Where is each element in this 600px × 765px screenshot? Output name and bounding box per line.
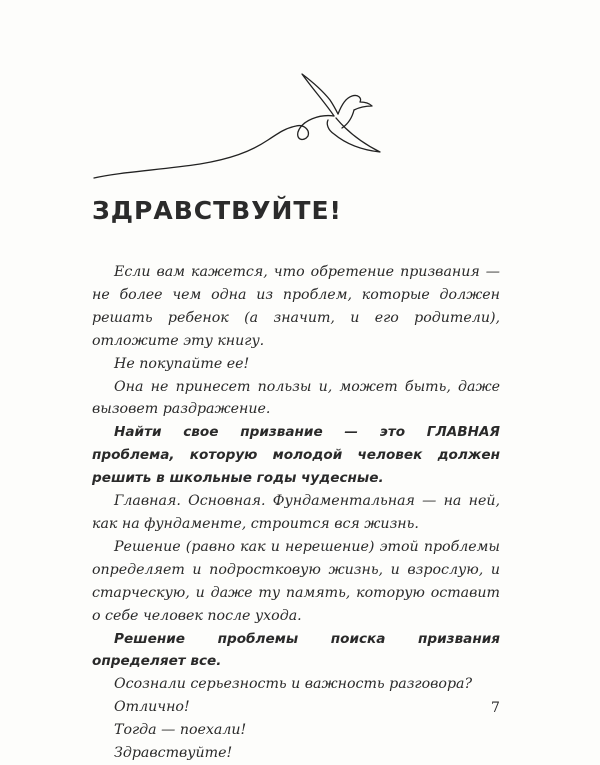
paragraph-emphasis: Найти свое призвание — это ГЛАВНАЯ проблема, которую молодой человек должен решить в школьные годы чудесные. [92, 424, 500, 487]
paragraph-emphasis: Решение проблемы поиска призвания определяет все. [92, 630, 500, 670]
dove-line-illustration [90, 60, 400, 190]
paragraph: Не покупайте ее! [114, 355, 250, 372]
paragraph: Здравствуйте! [114, 745, 233, 762]
paragraph: Если вам кажется, что обретение призвания — не более чем одна из проблем, которые должен решать ребенок (а значит, и его родители), отложите эту книгу. [92, 264, 500, 349]
paragraph: Тогда — поехали! [114, 722, 247, 739]
paragraph: Главная. Основная. Фундаментальная — на ней, как на фундаменте, строится вся жизнь. [92, 493, 500, 532]
paragraph: Отлично! [114, 699, 190, 716]
paragraph: Она не принесет пользы и, может быть, даже вызовет раздражение. [92, 378, 500, 418]
page-title: ЗДРАВСТВУЙТЕ! [92, 196, 342, 225]
body-text [92, 261, 500, 765]
paragraph: Осознали серьезность и важность разговора? [114, 676, 473, 693]
paragraph: Решение (равно как и нерешение) этой проблемы определяет и подростковую жизнь, и взрослую, и старческую, и даже ту память, которую оставит о себе человек после ухода. [92, 538, 500, 624]
page-number: 7 [491, 700, 500, 716]
